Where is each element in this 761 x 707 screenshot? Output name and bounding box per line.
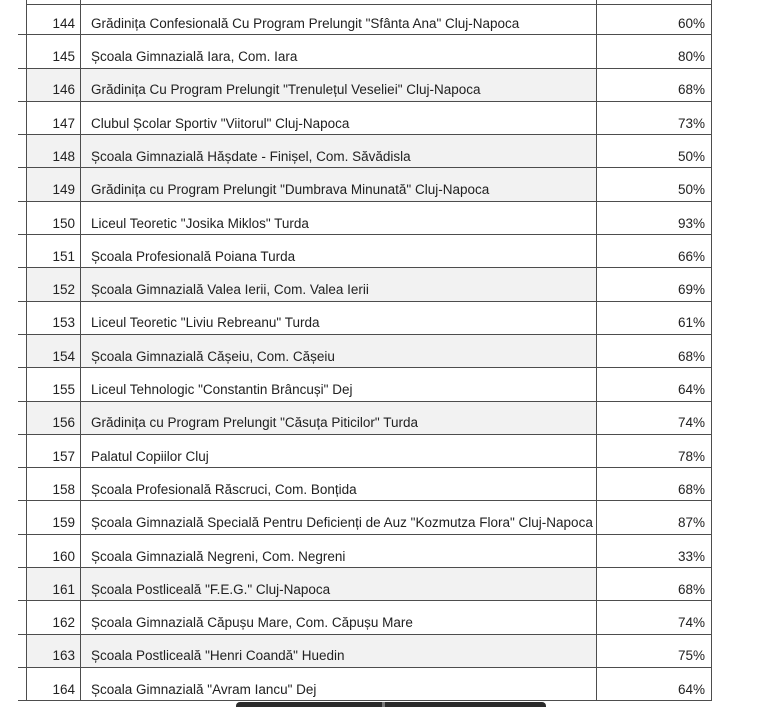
table-row <box>18 268 712 301</box>
row-left-stub <box>18 102 26 135</box>
percent-cell[interactable]: 68% <box>597 335 712 368</box>
row-number-cell[interactable]: 152 <box>26 268 81 301</box>
school-name-cell[interactable]: Școala Postliceală "F.E.G." Cluj-Napoca <box>81 568 597 601</box>
percent-cell[interactable]: 60% <box>597 2 712 35</box>
percent-cell[interactable]: 66% <box>597 235 712 268</box>
row-left-stub <box>18 335 26 368</box>
table-row <box>18 335 712 368</box>
row-number-cell[interactable]: 155 <box>26 368 81 401</box>
percent-cell[interactable]: 74% <box>597 601 712 634</box>
school-name-cell[interactable]: Grădinița Confesională Cu Program Prelungit "Sfânta Ana" Cluj-Napoca <box>81 2 597 35</box>
school-name-cell[interactable]: Școala Gimnazială Căpușu Mare, Com. Căpușu Mare <box>81 601 597 634</box>
row-left-stub <box>18 501 26 534</box>
percent-cell[interactable]: 68% <box>597 568 712 601</box>
percent-cell[interactable]: 61% <box>597 302 712 335</box>
school-name-cell[interactable]: Clubul Școlar Sportiv "Viitorul" Cluj-Napoca <box>81 102 597 135</box>
school-name-cell[interactable]: Școala Profesională Răscruci, Com. Bonțida <box>81 468 597 501</box>
bottom-bar-divider <box>382 702 385 707</box>
percent-cell[interactable]: 50% <box>597 135 712 168</box>
row-number-cell[interactable]: 153 <box>26 302 81 335</box>
table-row <box>18 635 712 668</box>
school-name-cell[interactable]: Școala Profesională Poiana Turda <box>81 235 597 268</box>
school-name-cell[interactable]: Palatul Copiilor Cluj <box>81 435 597 468</box>
row-number-cell[interactable]: 163 <box>26 635 81 668</box>
percent-cell[interactable]: 64% <box>597 368 712 401</box>
row-number-cell[interactable]: 147 <box>26 102 81 135</box>
row-number-cell[interactable]: 157 <box>26 435 81 468</box>
row-number-cell[interactable]: 160 <box>26 535 81 568</box>
row-left-stub <box>18 235 26 268</box>
school-name-cell[interactable]: Școala Postliceală "Henri Coandă" Huedin <box>81 635 597 668</box>
percent-cell[interactable]: 68% <box>597 468 712 501</box>
table-row <box>18 501 712 534</box>
row-left-stub <box>18 601 26 634</box>
bottom-dark-handle-bar[interactable] <box>236 702 546 707</box>
row-left-stub <box>18 368 26 401</box>
table-row <box>18 168 712 201</box>
school-name-cell[interactable]: Școala Gimnazială Iara, Com. Iara <box>81 35 597 68</box>
percent-cell[interactable]: 68% <box>597 69 712 102</box>
table-row <box>18 368 712 401</box>
row-number-cell[interactable]: 150 <box>26 202 81 235</box>
table-row <box>18 202 712 235</box>
percent-cell[interactable]: 64% <box>597 668 712 701</box>
row-left-stub <box>18 135 26 168</box>
school-name-cell[interactable]: Grădinița cu Program Prelungit "Dumbrava Minunată" Cluj-Napoca <box>81 168 597 201</box>
school-name-cell[interactable]: Grădinița cu Program Prelungit "Căsuța Piticilor" Turda <box>81 402 597 435</box>
row-number-cell[interactable]: 162 <box>26 601 81 634</box>
table-row <box>18 69 712 102</box>
row-left-stub <box>18 268 26 301</box>
table-row <box>18 35 712 68</box>
row-number-cell[interactable]: 145 <box>26 35 81 68</box>
percent-cell[interactable]: 69% <box>597 268 712 301</box>
table-row <box>18 135 712 168</box>
percent-cell[interactable]: 80% <box>597 35 712 68</box>
school-name-cell[interactable]: Școala Gimnazială "Avram Iancu" Dej <box>81 668 597 701</box>
row-left-stub <box>18 202 26 235</box>
row-number-cell[interactable]: 158 <box>26 468 81 501</box>
row-left-stub <box>18 668 26 701</box>
table-row <box>18 568 712 601</box>
row-left-stub <box>18 635 26 668</box>
school-name-cell[interactable]: Școala Gimnazială Hășdate - Finișel, Com. Săvădisla <box>81 135 597 168</box>
school-name-cell[interactable]: Liceul Teoretic "Josika Miklos" Turda <box>81 202 597 235</box>
school-name-cell[interactable]: Liceul Teoretic "Liviu Rebreanu" Turda <box>81 302 597 335</box>
table-row <box>18 535 712 568</box>
percent-cell[interactable]: 74% <box>597 402 712 435</box>
school-name-cell[interactable]: Școala Gimnazială Valea Ierii, Com. Valea Ierii <box>81 268 597 301</box>
row-left-stub <box>18 35 26 68</box>
row-number-cell[interactable]: 159 <box>26 501 81 534</box>
row-number-cell[interactable]: 161 <box>26 568 81 601</box>
table-row <box>18 668 712 701</box>
row-number-cell[interactable]: 148 <box>26 135 81 168</box>
table-row <box>18 601 712 634</box>
row-number-cell[interactable]: 149 <box>26 168 81 201</box>
row-number-cell[interactable]: 144 <box>26 2 81 35</box>
row-left-stub <box>18 468 26 501</box>
row-left-stub <box>18 535 26 568</box>
percent-cell[interactable]: 75% <box>597 635 712 668</box>
row-number-cell[interactable]: 154 <box>26 335 81 368</box>
school-name-cell[interactable]: Școala Gimnazială Specială Pentru Deficienți de Auz "Kozmutza Flora" Cluj-Napoca <box>81 501 597 534</box>
table-row <box>18 302 712 335</box>
row-left-stub <box>18 69 26 102</box>
row-number-cell[interactable]: 151 <box>26 235 81 268</box>
row-left-stub <box>18 568 26 601</box>
table-row <box>18 402 712 435</box>
table-row <box>18 2 712 35</box>
table-row <box>18 235 712 268</box>
row-number-cell[interactable]: 146 <box>26 69 81 102</box>
percent-cell[interactable]: 78% <box>597 435 712 468</box>
percent-cell[interactable]: 33% <box>597 535 712 568</box>
row-left-stub <box>18 435 26 468</box>
row-left-stub <box>18 402 26 435</box>
row-number-cell[interactable]: 164 <box>26 668 81 701</box>
table-row <box>18 468 712 501</box>
table-row <box>18 102 712 135</box>
row-left-stub <box>18 2 26 35</box>
percent-cell[interactable]: 93% <box>597 202 712 235</box>
percent-cell[interactable]: 50% <box>597 168 712 201</box>
row-left-stub <box>18 302 26 335</box>
school-name-cell[interactable]: Grădinița Cu Program Prelungit "Trenulețul Veseliei" Cluj-Napoca <box>81 69 597 102</box>
percent-cell[interactable]: 87% <box>597 501 712 534</box>
results-table <box>18 0 712 701</box>
table-row <box>18 435 712 468</box>
percent-cell[interactable]: 73% <box>597 102 712 135</box>
row-number-cell[interactable]: 156 <box>26 402 81 435</box>
school-name-cell[interactable]: Școala Gimnazială Negreni, Com. Negreni <box>81 535 597 568</box>
school-name-cell[interactable]: Liceul Tehnologic "Constantin Brâncuși" Dej <box>81 368 597 401</box>
row-left-stub <box>18 168 26 201</box>
school-name-cell[interactable]: Școala Gimnazială Cășeiu, Com. Cășeiu <box>81 335 597 368</box>
